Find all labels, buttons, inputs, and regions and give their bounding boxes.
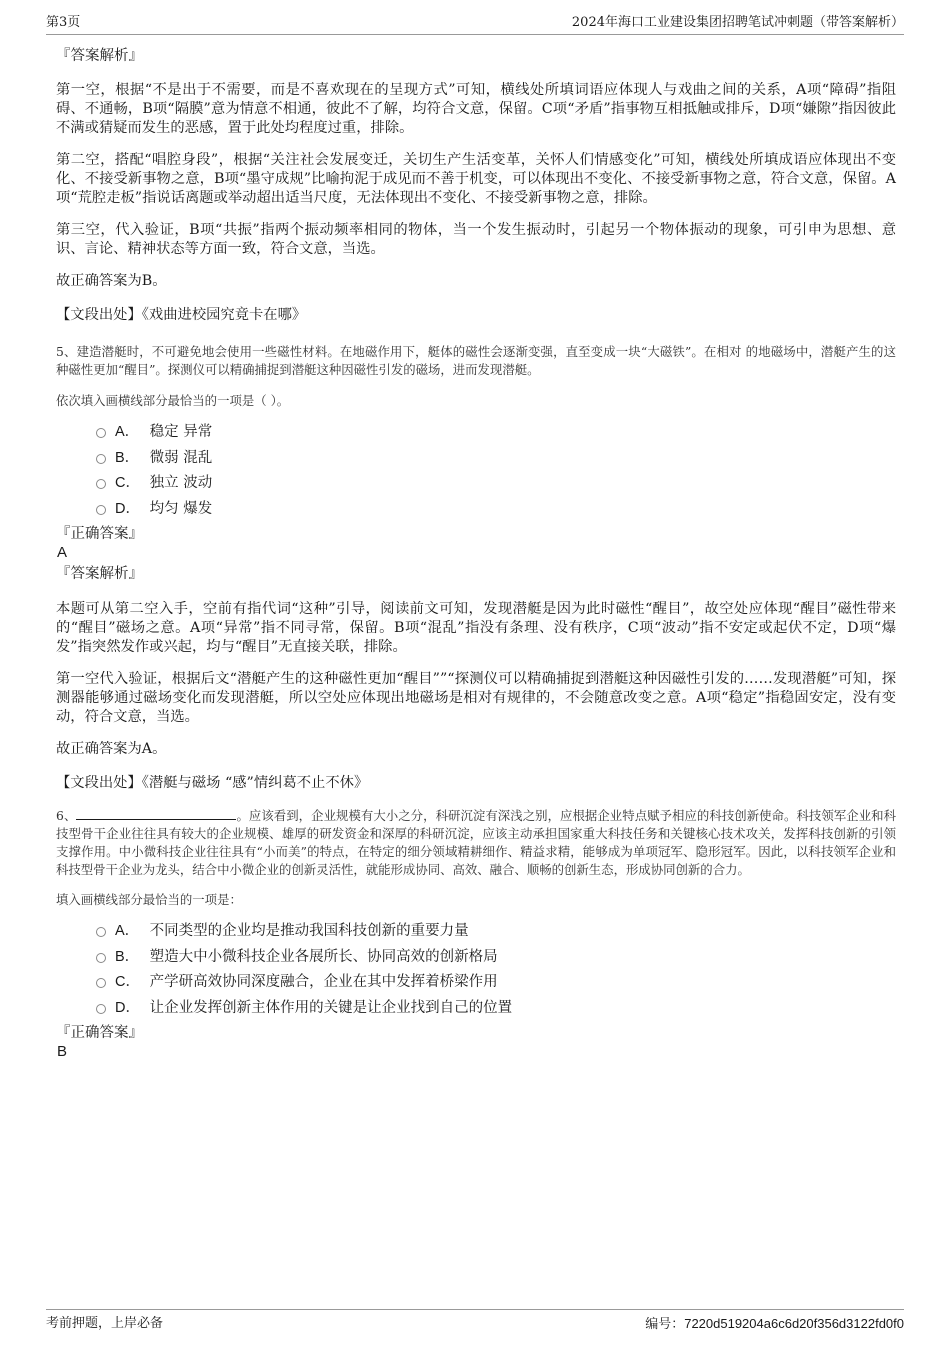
option-letter: C． [115, 974, 140, 990]
option-text: 稳定 异常 [149, 424, 213, 440]
q6-answer: B [57, 1043, 68, 1060]
option-text: 微弱 混乱 [149, 449, 213, 466]
q5-answer-title: 『正确答案』 [56, 526, 143, 542]
option-letter: B． [115, 948, 140, 965]
document-title: 2024年海口工业建设集团招聘笔试冲刺题（带答案解析） [571, 15, 904, 30]
option-letter: A． [115, 424, 140, 440]
q4-source: 【文段出处】《戏曲进校园究竟卡在哪》 [56, 307, 307, 323]
code-label: 编号： [645, 1317, 685, 1332]
option-text: 塑造大中小微科技企业各展所长、协同高效的创新格局 [149, 948, 498, 965]
option-text: 均匀 爆发 [149, 500, 213, 517]
q4-conclusion: 故正确答案为B。 [56, 273, 167, 289]
q5-options [56, 420, 896, 522]
q6-option-b[interactable] [56, 945, 896, 971]
q5-option-c[interactable] [56, 471, 896, 497]
q5-option-b[interactable] [56, 446, 896, 472]
q6-option-d[interactable] [56, 996, 896, 1022]
radio-icon[interactable] [96, 927, 106, 937]
q5-option-a[interactable] [56, 420, 896, 446]
radio-icon[interactable] [96, 978, 106, 988]
q6-number: 6、 [56, 808, 77, 823]
radio-icon[interactable] [96, 479, 106, 489]
q6-option-c[interactable] [56, 970, 896, 996]
footer-slogan: 考前押题，上岸必备 [46, 1316, 164, 1331]
q6-stem [56, 807, 896, 879]
q5-answer: A [57, 544, 68, 561]
page-header [46, 14, 904, 35]
q4-analysis-para-3: 第三空，代入验证，B项“共振”指两个振动频率相同的物体，当一个发生振动时，引起另一个物体振动的现象，可引申为思想、意识、言论、精神状态等方面一致，符合文意，当选。 [56, 222, 896, 257]
document-code [645, 1314, 904, 1335]
option-text: 让企业发挥创新主体作用的关键是让企业找到自己的位置 [149, 999, 513, 1016]
radio-icon[interactable] [96, 953, 106, 963]
radio-icon[interactable] [96, 454, 106, 464]
q5-analysis-para-2: 第一空代入验证，根据后文“潜艇产生的这种磁性更加“醒目””“探测仪可以精确捕捉到潜艇这种因磁性引发的……发现潜艇”可知，探测器能够通过磁场变化而发现潜艇，所以空处应体现出地磁场是相对有规律的，不会随意改变之意。A项“稳定”指稳固安定，没有变动，符合文意，当选。 [56, 671, 896, 725]
q6-option-a[interactable] [56, 919, 896, 945]
option-letter: C． [115, 475, 140, 491]
radio-icon[interactable] [96, 1004, 106, 1014]
q5-analysis-para-1: 本题可从第二空入手，空前有指代词“这种”引导，阅读前文可知，发现潜艇是因为此时磁性“醒目”，故空处应体现“醒目”磁性带来的“醒目”磁场之意。A项“异常”指不同寻常，保留。B项“混乱”指没有条理、没有秩序，C项“波动”指不安定或起伏不定，D项“爆发”指突然发作或兴起，均与“醒目”无直接关联，排除。 [56, 601, 896, 655]
q6-prompt: 填入画横线部分最恰当的一项是： [56, 892, 242, 907]
option-text: 产学研高效协同深度融合，企业在其中发挥着桥梁作用 [149, 974, 498, 990]
code-value: 7220d519204a6c6d20f356d3122fd0f0 [684, 1316, 904, 1331]
q5-analysis-title: 『答案解析』 [56, 566, 143, 582]
q6-stem-text: 。应该看到，企业规模有大小之分，科研沉淀有深浅之别，应根据企业特点赋予相应的科技创新使命。科技领军企业和科技型骨干企业往往具有较大的企业规模、雄厚的研发资金和深厚的科研沉淀，应该主动承担国家重大科技任务和关键核心技术攻关，发挥科技创新的引领支撑作用。中小微科技企业往往具有“小而美”的特点，在特定的细分领域精耕细作、精益求精，能够成为单项冠军、隐形冠军。因此，以科技领军企业和科技型骨干企业为龙头，结合中小微企业的创新灵活性，就能形成协同、高效、融合、顺畅的创新生态，形成协同创新的合力。 [56, 808, 896, 877]
option-letter: B． [115, 449, 140, 466]
q6-options [56, 919, 896, 1021]
q4-analysis-title: 『答案解析』 [56, 48, 143, 64]
q6-blank [76, 807, 236, 820]
option-letter: A． [115, 923, 140, 939]
q5-option-d[interactable] [56, 497, 896, 523]
q4-analysis-para-2: 第二空，搭配“唱腔身段”，根据“关注社会发展变迁，关切生产生活变革，关怀人们情感变化”可知，横线处所填成语应体现出不变化、不接受新事物之意，B项“墨守成规”比喻拘泥于成见而不善于机变，可以体现出不变化、不接受新事物之意，符合文意，保留。A项“荒腔走板”指说话离题或举动超出适当尺度，无法体现出不变化、不接受新事物之意，排除。 [56, 152, 896, 206]
q5-prompt: 依次填入画横线部分最恰当的一项是（ ）。 [56, 393, 290, 408]
radio-icon[interactable] [96, 505, 106, 515]
q5-stem: 5、建造潜艇时，不可避免地会使用一些磁性材料。在地磁作用下，艇体的磁性会逐渐变强，直至变成一块“大磁铁”。在相对 的地磁场中，潜艇产生的这种磁性更加“醒目”。探测仪可以精确捕捉到潜艇这种因磁性引发的磁场，进而发现潜艇。 [56, 344, 896, 377]
option-letter: D． [115, 500, 140, 517]
page-footer [46, 1309, 904, 1334]
q4-analysis-para-1: 第一空，根据“不是出于不需要，而是不喜欢现在的呈现方式”可知，横线处所填词语应体现人与戏曲之间的关系，A项“障碍”指阻碍、不通畅，B项“隔膜”意为情意不相通，彼此不了解，均符合文意，保留。C项“矛盾”指事物互相抵触或排斥，D项“嫌隙”指因彼此不满或猜疑而发生的恶感，置于此处均程度过重，排除。 [56, 82, 896, 136]
q5-source: 【文段出处】《潜艇与磁场 “感”情纠葛不止不休》 [56, 775, 369, 791]
option-letter: D． [115, 999, 140, 1016]
q6-answer-title: 『正确答案』 [56, 1025, 143, 1041]
page-content [56, 44, 896, 1061]
page-number: 第3页 [46, 15, 81, 30]
option-text: 不同类型的企业均是推动我国科技创新的重要力量 [149, 923, 469, 939]
radio-icon[interactable] [96, 428, 106, 438]
option-text: 独立 波动 [149, 475, 213, 491]
q5-conclusion: 故正确答案为A。 [56, 741, 167, 757]
